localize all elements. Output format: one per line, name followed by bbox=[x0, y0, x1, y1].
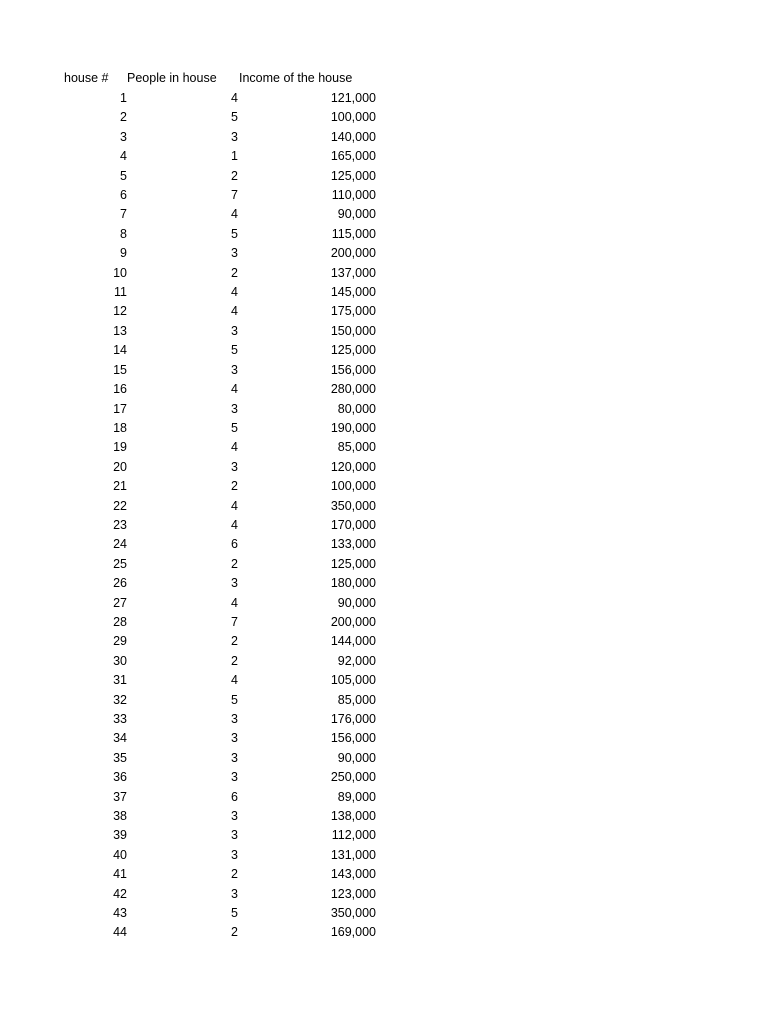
cell-income: 145,000 bbox=[330, 285, 376, 300]
table-row bbox=[60, 749, 376, 768]
table-row bbox=[60, 652, 376, 671]
cell-income: 112,000 bbox=[331, 828, 376, 843]
cell-people-count: 4 bbox=[231, 440, 238, 455]
cell-income: 125,000 bbox=[330, 343, 376, 358]
cell-people-count: 3 bbox=[231, 576, 238, 591]
table-row bbox=[60, 128, 376, 147]
table-row bbox=[60, 380, 376, 399]
table-row bbox=[60, 322, 376, 341]
cell-people-count: 5 bbox=[231, 226, 238, 241]
table-row bbox=[60, 438, 376, 457]
cell-people-count: 3 bbox=[231, 770, 238, 785]
cell-people-count: 3 bbox=[231, 362, 238, 377]
cell-income: 165,000 bbox=[330, 149, 376, 164]
cell-house-number: 39 bbox=[113, 828, 127, 843]
cell-income: 140,000 bbox=[330, 129, 376, 144]
cell-house-number: 43 bbox=[113, 906, 127, 921]
cell-house-number: 9 bbox=[120, 246, 127, 261]
table-row bbox=[60, 846, 376, 865]
cell-house-number: 11 bbox=[114, 285, 127, 300]
cell-income: 90,000 bbox=[337, 750, 376, 765]
cell-people-count: 2 bbox=[231, 556, 238, 571]
cell-house-number: 44 bbox=[113, 925, 127, 940]
cell-income: 120,000 bbox=[330, 459, 376, 474]
cell-people-count: 2 bbox=[231, 479, 238, 494]
table-row bbox=[60, 904, 376, 923]
cell-house-number: 30 bbox=[113, 653, 127, 668]
cell-income: 200,000 bbox=[330, 614, 376, 629]
table-row bbox=[60, 108, 376, 127]
cell-people-count: 4 bbox=[231, 207, 238, 222]
table-row bbox=[60, 167, 376, 186]
table-row bbox=[60, 826, 376, 845]
table-row bbox=[60, 788, 376, 807]
table-row bbox=[60, 807, 376, 826]
cell-people-count: 6 bbox=[231, 537, 238, 552]
cell-people-count: 5 bbox=[231, 343, 238, 358]
cell-income: 131,000 bbox=[330, 847, 376, 862]
cell-house-number: 22 bbox=[113, 498, 127, 513]
cell-people-count: 6 bbox=[231, 789, 238, 804]
header-row bbox=[60, 69, 376, 89]
cell-house-number: 3 bbox=[120, 129, 127, 144]
cell-people-count: 5 bbox=[231, 420, 238, 435]
cell-income: 350,000 bbox=[330, 906, 376, 921]
table-row bbox=[60, 535, 376, 554]
cell-house-number: 16 bbox=[113, 382, 127, 397]
table-row bbox=[60, 283, 376, 302]
cell-house-number: 25 bbox=[113, 556, 127, 571]
table-row bbox=[60, 671, 376, 690]
cell-people-count: 2 bbox=[231, 925, 238, 940]
cell-people-count: 5 bbox=[231, 692, 238, 707]
table-row bbox=[60, 594, 376, 613]
cell-house-number: 10 bbox=[113, 265, 127, 280]
cell-people-count: 4 bbox=[231, 517, 238, 532]
cell-people-count: 7 bbox=[231, 614, 238, 629]
cell-house-number: 20 bbox=[113, 459, 127, 474]
cell-income: 89,000 bbox=[337, 789, 376, 804]
table-body bbox=[60, 89, 376, 943]
table-row bbox=[60, 186, 376, 205]
cell-income: 133,000 bbox=[330, 537, 376, 552]
cell-house-number: 18 bbox=[113, 420, 127, 435]
cell-people-count: 3 bbox=[231, 712, 238, 726]
cell-house-number: 27 bbox=[113, 595, 127, 610]
cell-people-count: 3 bbox=[231, 323, 238, 338]
cell-house-number: 7 bbox=[120, 207, 127, 222]
table-row bbox=[60, 225, 376, 244]
table-row bbox=[60, 458, 376, 477]
cell-income: 85,000 bbox=[337, 692, 376, 707]
cell-house-number: 12 bbox=[113, 304, 127, 319]
cell-house-number: 24 bbox=[113, 537, 127, 552]
cell-people-count: 4 bbox=[231, 382, 238, 397]
table-row bbox=[60, 244, 376, 263]
cell-house-number: 37 bbox=[113, 789, 127, 804]
cell-house-number: 33 bbox=[113, 712, 127, 726]
cell-house-number: 36 bbox=[113, 770, 127, 785]
cell-people-count: 2 bbox=[231, 867, 238, 882]
cell-house-number: 23 bbox=[113, 517, 127, 532]
cell-people-count: 3 bbox=[231, 750, 238, 765]
table-row bbox=[60, 865, 376, 884]
table-row bbox=[60, 341, 376, 360]
cell-people-count: 4 bbox=[231, 285, 238, 300]
cell-people-count: 3 bbox=[231, 809, 238, 824]
cell-house-number: 1 bbox=[120, 91, 127, 105]
cell-income: 115,000 bbox=[331, 226, 376, 241]
cell-people-count: 4 bbox=[231, 91, 238, 105]
cell-house-number: 38 bbox=[113, 809, 127, 824]
cell-people-count: 3 bbox=[231, 246, 238, 261]
cell-people-count: 4 bbox=[231, 304, 238, 319]
data-table bbox=[60, 69, 376, 943]
cell-house-number: 32 bbox=[113, 692, 127, 707]
cell-income: 100,000 bbox=[330, 479, 376, 494]
cell-people-count: 3 bbox=[231, 459, 238, 474]
cell-people-count: 3 bbox=[231, 828, 238, 843]
cell-house-number: 19 bbox=[113, 440, 127, 455]
cell-income: 123,000 bbox=[330, 886, 376, 901]
cell-house-number: 40 bbox=[113, 847, 127, 862]
cell-house-number: 14 bbox=[113, 343, 127, 358]
table-row bbox=[60, 729, 376, 748]
table-row bbox=[60, 477, 376, 496]
table-row bbox=[60, 361, 376, 380]
cell-house-number: 6 bbox=[120, 188, 127, 203]
cell-income: 85,000 bbox=[337, 440, 376, 455]
table-header bbox=[60, 69, 376, 89]
cell-income: 143,000 bbox=[330, 867, 376, 882]
cell-people-count: 2 bbox=[231, 634, 238, 649]
cell-income: 125,000 bbox=[330, 556, 376, 571]
cell-house-number: 29 bbox=[113, 634, 127, 649]
cell-people-count: 5 bbox=[231, 110, 238, 125]
table-row bbox=[60, 302, 376, 321]
cell-income: 280,000 bbox=[330, 382, 376, 397]
cell-income: 190,000 bbox=[330, 420, 376, 435]
cell-house-number: 41 bbox=[113, 867, 127, 882]
cell-income: 80,000 bbox=[337, 401, 376, 416]
cell-people-count: 4 bbox=[231, 595, 238, 610]
table-row bbox=[60, 205, 376, 224]
cell-people-count: 3 bbox=[231, 731, 238, 746]
cell-people-count: 3 bbox=[231, 129, 238, 144]
cell-income: 156,000 bbox=[330, 731, 376, 746]
cell-house-number: 4 bbox=[120, 149, 127, 164]
header-income: Income of the house bbox=[239, 71, 353, 86]
cell-house-number: 34 bbox=[113, 731, 127, 746]
table-row bbox=[60, 147, 376, 166]
cell-income: 200,000 bbox=[330, 246, 376, 261]
table-row bbox=[60, 923, 376, 942]
cell-people-count: 1 bbox=[231, 149, 238, 164]
cell-house-number: 31 bbox=[113, 673, 127, 688]
cell-income: 144,000 bbox=[330, 634, 376, 649]
cell-people-count: 2 bbox=[231, 168, 238, 183]
cell-people-count: 4 bbox=[231, 498, 238, 513]
table-row bbox=[60, 768, 376, 787]
cell-income: 138,000 bbox=[330, 809, 376, 824]
cell-house-number: 17 bbox=[113, 401, 127, 416]
table-row bbox=[60, 574, 376, 593]
cell-people-count: 2 bbox=[231, 265, 238, 280]
cell-income: 180,000 bbox=[330, 576, 376, 591]
table-row bbox=[60, 555, 376, 574]
cell-income: 121,000 bbox=[330, 91, 376, 105]
table-row bbox=[60, 89, 376, 108]
cell-house-number: 2 bbox=[120, 110, 127, 125]
cell-income: 92,000 bbox=[337, 653, 376, 668]
cell-house-number: 28 bbox=[113, 614, 127, 629]
table-row bbox=[60, 516, 376, 535]
cell-people-count: 3 bbox=[231, 401, 238, 416]
cell-income: 350,000 bbox=[330, 498, 376, 513]
cell-income: 100,000 bbox=[330, 110, 376, 125]
header-house-number: house # bbox=[64, 71, 109, 86]
cell-house-number: 42 bbox=[113, 886, 127, 901]
cell-house-number: 15 bbox=[113, 362, 127, 377]
cell-house-number: 26 bbox=[113, 576, 127, 591]
cell-income: 176,000 bbox=[330, 712, 376, 726]
cell-people-count: 4 bbox=[231, 673, 238, 688]
cell-income: 150,000 bbox=[330, 323, 376, 338]
table-row bbox=[60, 613, 376, 632]
table-row bbox=[60, 632, 376, 651]
cell-income: 156,000 bbox=[330, 362, 376, 377]
table-row bbox=[60, 497, 376, 516]
cell-income: 137,000 bbox=[330, 265, 376, 280]
cell-people-count: 5 bbox=[231, 906, 238, 921]
cell-people-count: 3 bbox=[231, 886, 238, 901]
cell-people-count: 3 bbox=[231, 847, 238, 862]
table-row bbox=[60, 400, 376, 419]
cell-income: 170,000 bbox=[330, 517, 376, 532]
table-row bbox=[60, 264, 376, 283]
cell-house-number: 13 bbox=[113, 323, 127, 338]
table-row bbox=[60, 710, 376, 729]
cell-income: 90,000 bbox=[337, 595, 376, 610]
cell-house-number: 35 bbox=[113, 750, 127, 765]
header-people-in-house: People in house bbox=[127, 71, 217, 86]
cell-income: 125,000 bbox=[330, 168, 376, 183]
cell-income: 250,000 bbox=[330, 770, 376, 785]
table-row bbox=[60, 691, 376, 710]
spreadsheet bbox=[60, 69, 376, 943]
cell-income: 175,000 bbox=[330, 304, 376, 319]
cell-people-count: 2 bbox=[231, 653, 238, 668]
table-row bbox=[60, 885, 376, 904]
cell-house-number: 8 bbox=[120, 226, 127, 241]
cell-people-count: 7 bbox=[231, 188, 238, 203]
cell-income: 169,000 bbox=[330, 925, 376, 940]
cell-house-number: 5 bbox=[120, 168, 127, 183]
cell-income: 90,000 bbox=[337, 207, 376, 222]
cell-income: 105,000 bbox=[330, 673, 376, 688]
cell-house-number: 21 bbox=[113, 479, 127, 494]
table-row bbox=[60, 419, 376, 438]
cell-income: 110,000 bbox=[331, 188, 376, 203]
